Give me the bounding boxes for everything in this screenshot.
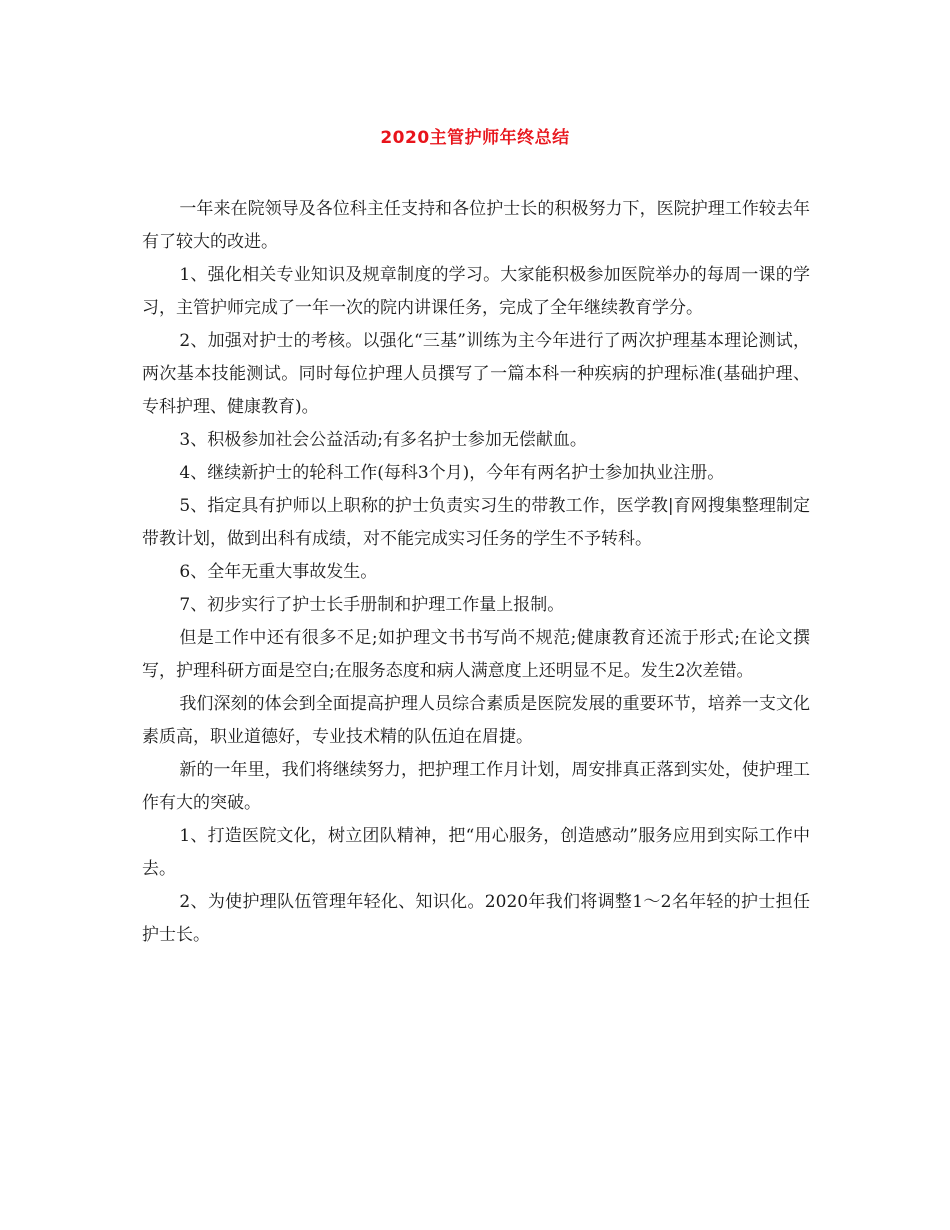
paragraph-shortcomings: 但是工作中还有很多不足;如护理文书书写尚不规范;健康教育还流于形式;在论文撰写，护理科研方面是空白;在服务态度和病人满意度上还明显不足。发生2次差错。 [142, 628, 810, 681]
paragraph-item-1: 1、强化相关专业知识及规章制度的学习。大家能积极参加医院举办的每周一课的学习，主管护师完成了一年一次的院内讲课任务，完成了全年继续教育学分。 [142, 265, 810, 318]
paragraph-reflection: 我们深刻的体会到全面提高护理人员综合素质是医院发展的重要环节，培养一支文化素质高，职业道德好，专业技术精的队伍迫在眉捷。 [142, 694, 810, 747]
paragraph-item-3: 3、积极参加社会公益活动;有多名护士参加无偿献血。 [179, 430, 587, 450]
paragraph-item-4: 4、继续新护士的轮科工作(每科3个月)，今年有两名护士参加执业注册。 [179, 463, 725, 483]
paragraph-item-6: 6、全年无重大事故发生。 [179, 562, 378, 582]
paragraph-item-2: 2、加强对护士的考核。以强化“三基”训练为主今年进行了两次护理基本理论测试，两次基本技能测试。同时每位护理人员撰写了一篇本科一种疾病的护理标准(基础护理、专科护理、健康教育)。 [142, 331, 810, 417]
paragraph-item-7: 7、初步实行了护士长手册制和护理工作量上报制。 [179, 595, 565, 615]
paragraph-new-year: 新的一年里，我们将继续努力，把护理工作月计划，周安排真正落到实处，使护理工作有大的突破。 [142, 760, 810, 813]
paragraph-plan-2: 2、为使护理队伍管理年轻化、知识化。2020年我们将调整1～2名年轻的护士担任护士长。 [142, 892, 810, 945]
paragraph-plan-1: 1、打造医院文化，树立团队精神，把“用心服务，创造感动”服务应用到实际工作中去。 [142, 826, 810, 879]
paragraph-intro: 一年来在院领导及各位科主任支持和各位护士长的积极努力下，医院护理工作较去年有了较大的改进。 [142, 199, 810, 252]
document-body [142, 193, 810, 952]
paragraph-item-5: 5、指定具有护师以上职称的护士负责实习生的带教工作，医学教|育网搜集整理制定带教计划，做到出科有成绩，对不能完成实习任务的学生不予转科。 [142, 496, 810, 549]
document-title: 2020主管护师年终总结 [380, 128, 570, 148]
